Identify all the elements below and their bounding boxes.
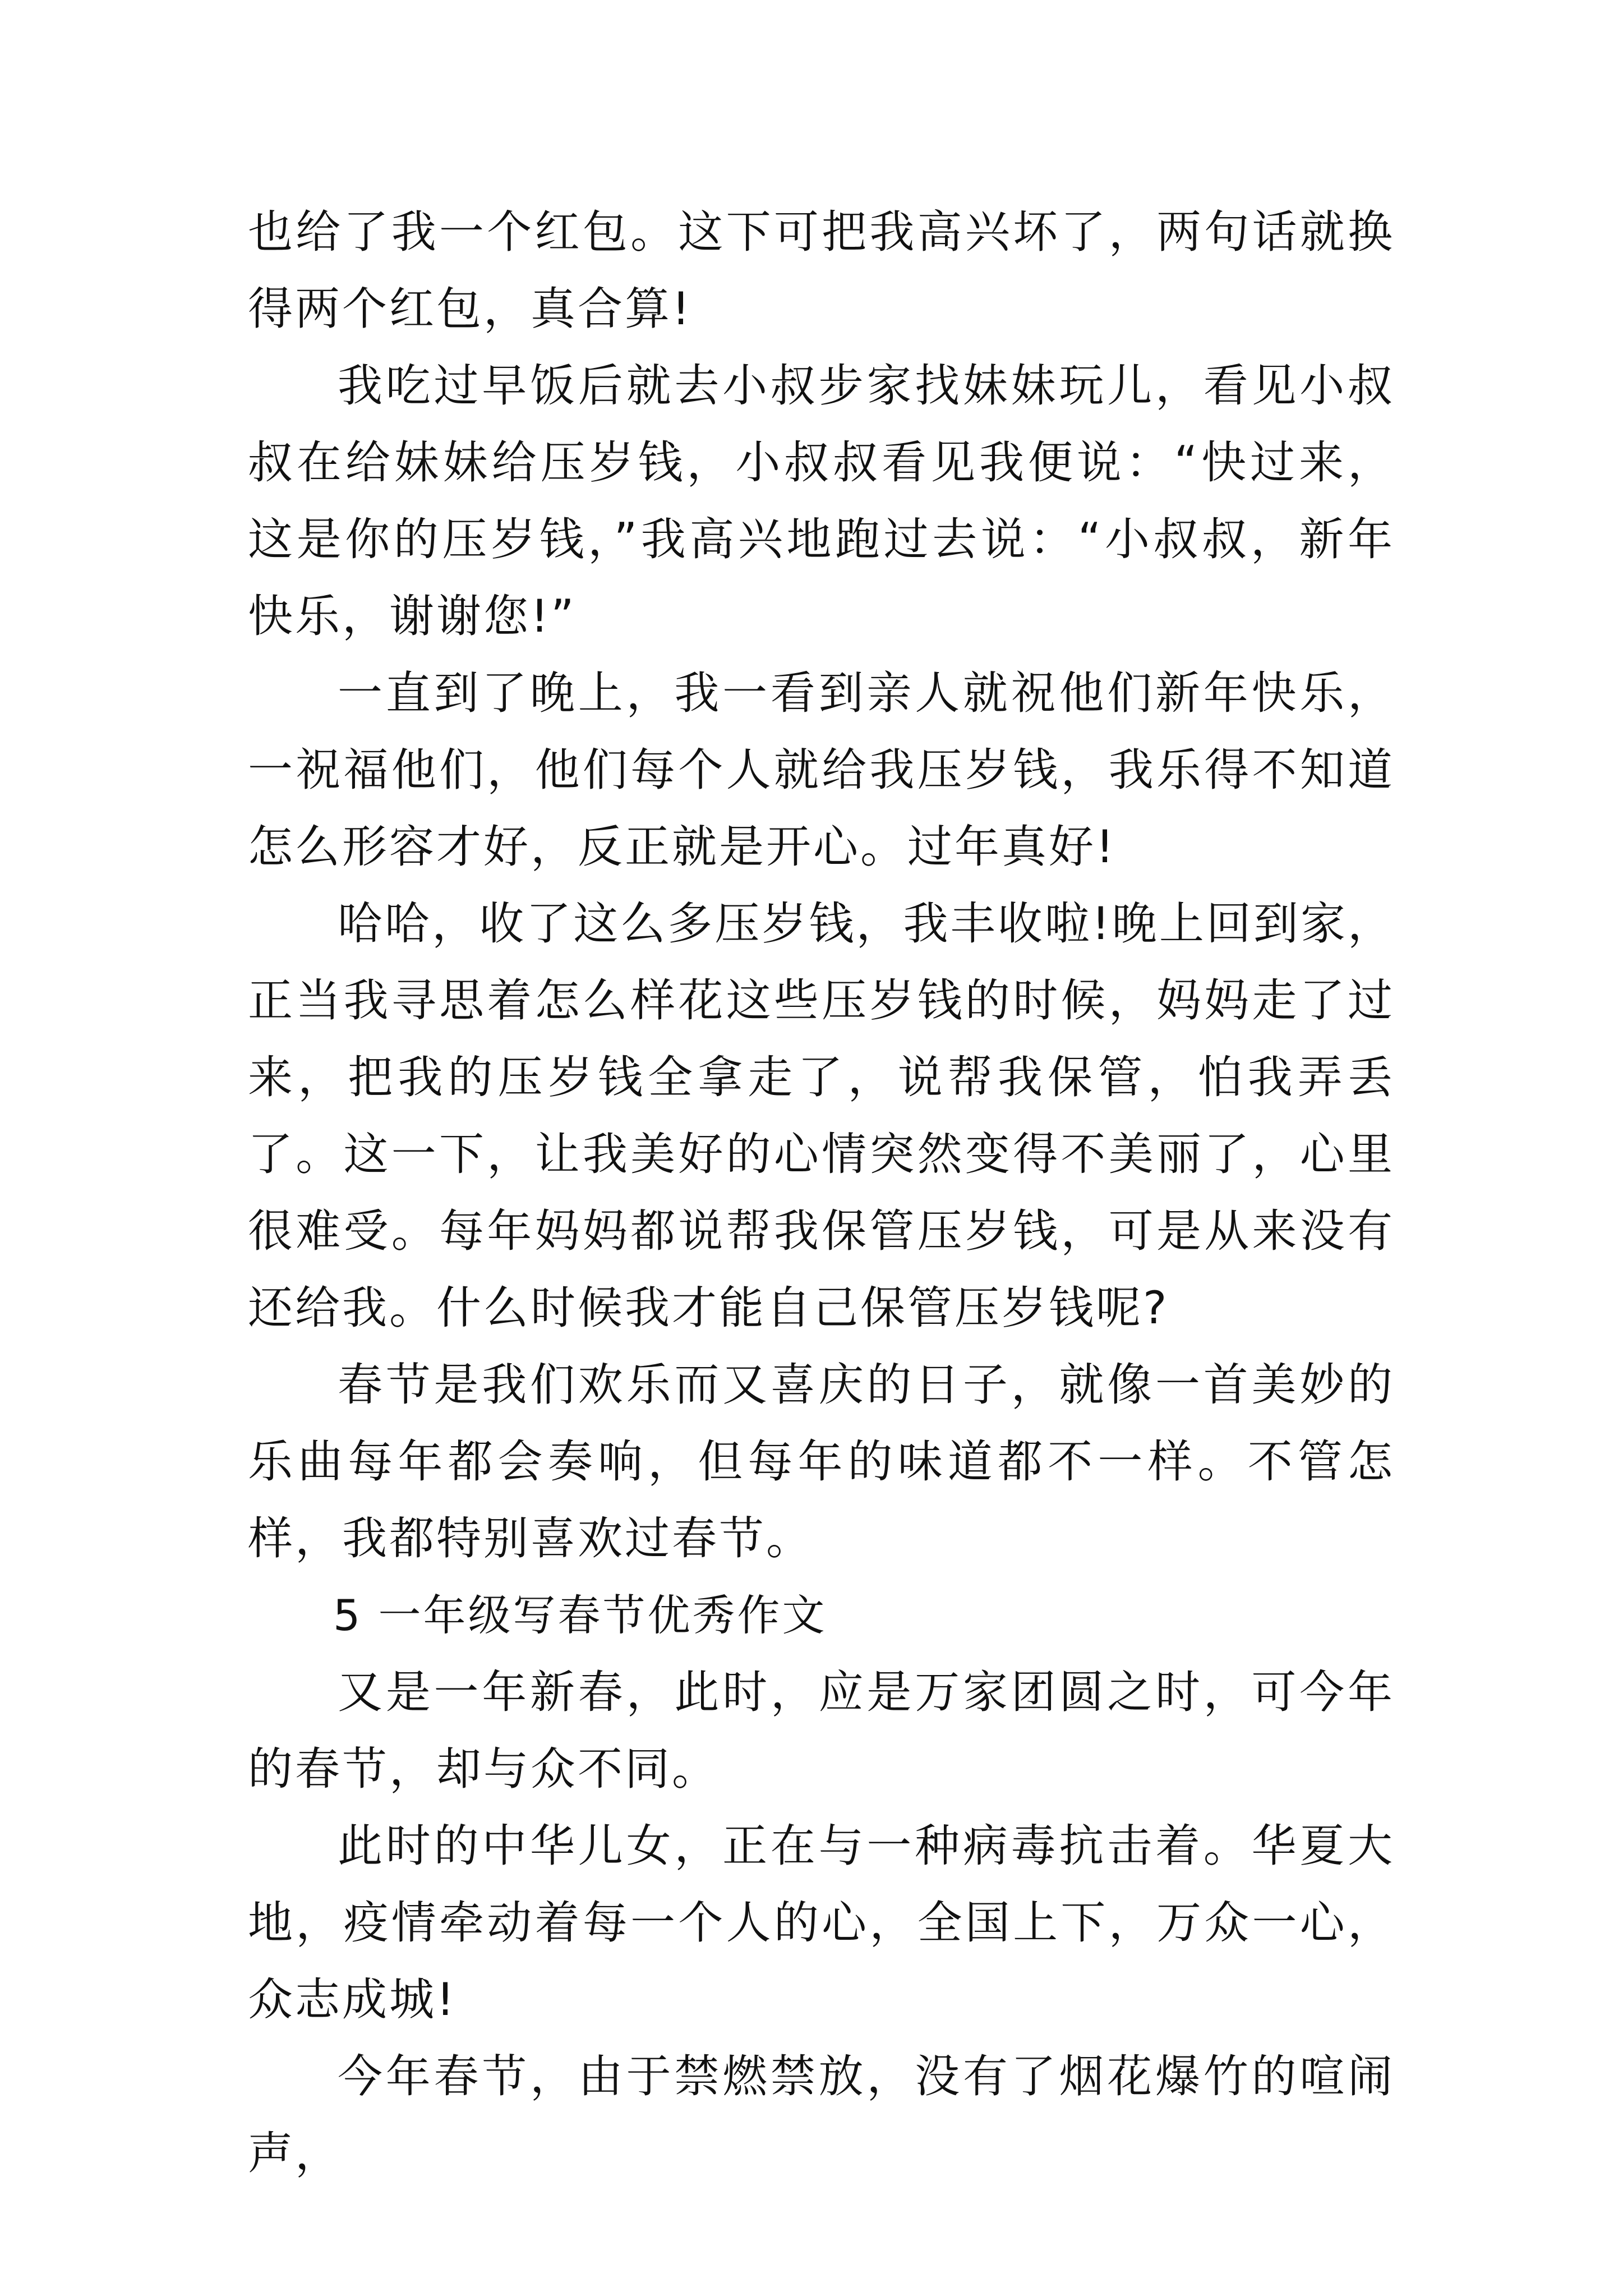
paragraph-7: 此时的中华儿女，正在与一种病毒抗击着。华夏大地，疫情牵动着每一个人的心，全国上下，万众一心，众志成城! <box>248 1820 1395 2026</box>
paragraph-4: 哈哈，收了这么多压岁钱，我丰收啦!晚上回到家，正当我寻思着怎么样花这些压岁钱的时候，妈妈走了过来，把我的压岁钱全拿走了，说帮我保管，怕我弄丢了。这一下，让我美好的心情突然变得不美丽了，心里很难受。每年妈妈都说帮我保管压岁钱，可是从来没有还给我。什么时候我才能自己保管压岁钱呢? <box>248 898 1395 1334</box>
document-body <box>248 194 1395 2192</box>
paragraph-5: 春节是我们欢乐而又喜庆的日子，就像一首美妙的乐曲每年都会奏响，但每年的味道都不一样。不管怎样，我都特别喜欢过春节。 <box>248 1359 1395 1565</box>
paragraph-3: 一直到了晚上，我一看到亲人就祝他们新年快乐，一祝福他们，他们每个人就给我压岁钱，我乐得不知道怎么形容才好，反正就是开心。过年真好! <box>248 667 1395 873</box>
paragraph-8: 今年春节，由于禁燃禁放，没有了烟花爆竹的喧闹声， <box>248 2050 1395 2179</box>
paragraph-2: 我吃过早饭后就去小叔步家找妹妹玩儿，看见小叔叔在给妹妹给压岁钱，小叔叔看见我便说：“快过来，这是你的压岁钱，”我高兴地跑过去说：“小叔叔，新年快乐，谢谢您!” <box>248 360 1395 642</box>
section-heading: 5 一年级写春节优秀作文 <box>333 1590 827 1640</box>
paragraph-1: 也给了我一个红包。这下可把我高兴坏了，两句话就换得两个红包，真合算! <box>248 206 1395 335</box>
paragraph-6: 又是一年新春，此时，应是万家团圆之时，可今年的春节，却与众不同。 <box>248 1666 1395 1795</box>
